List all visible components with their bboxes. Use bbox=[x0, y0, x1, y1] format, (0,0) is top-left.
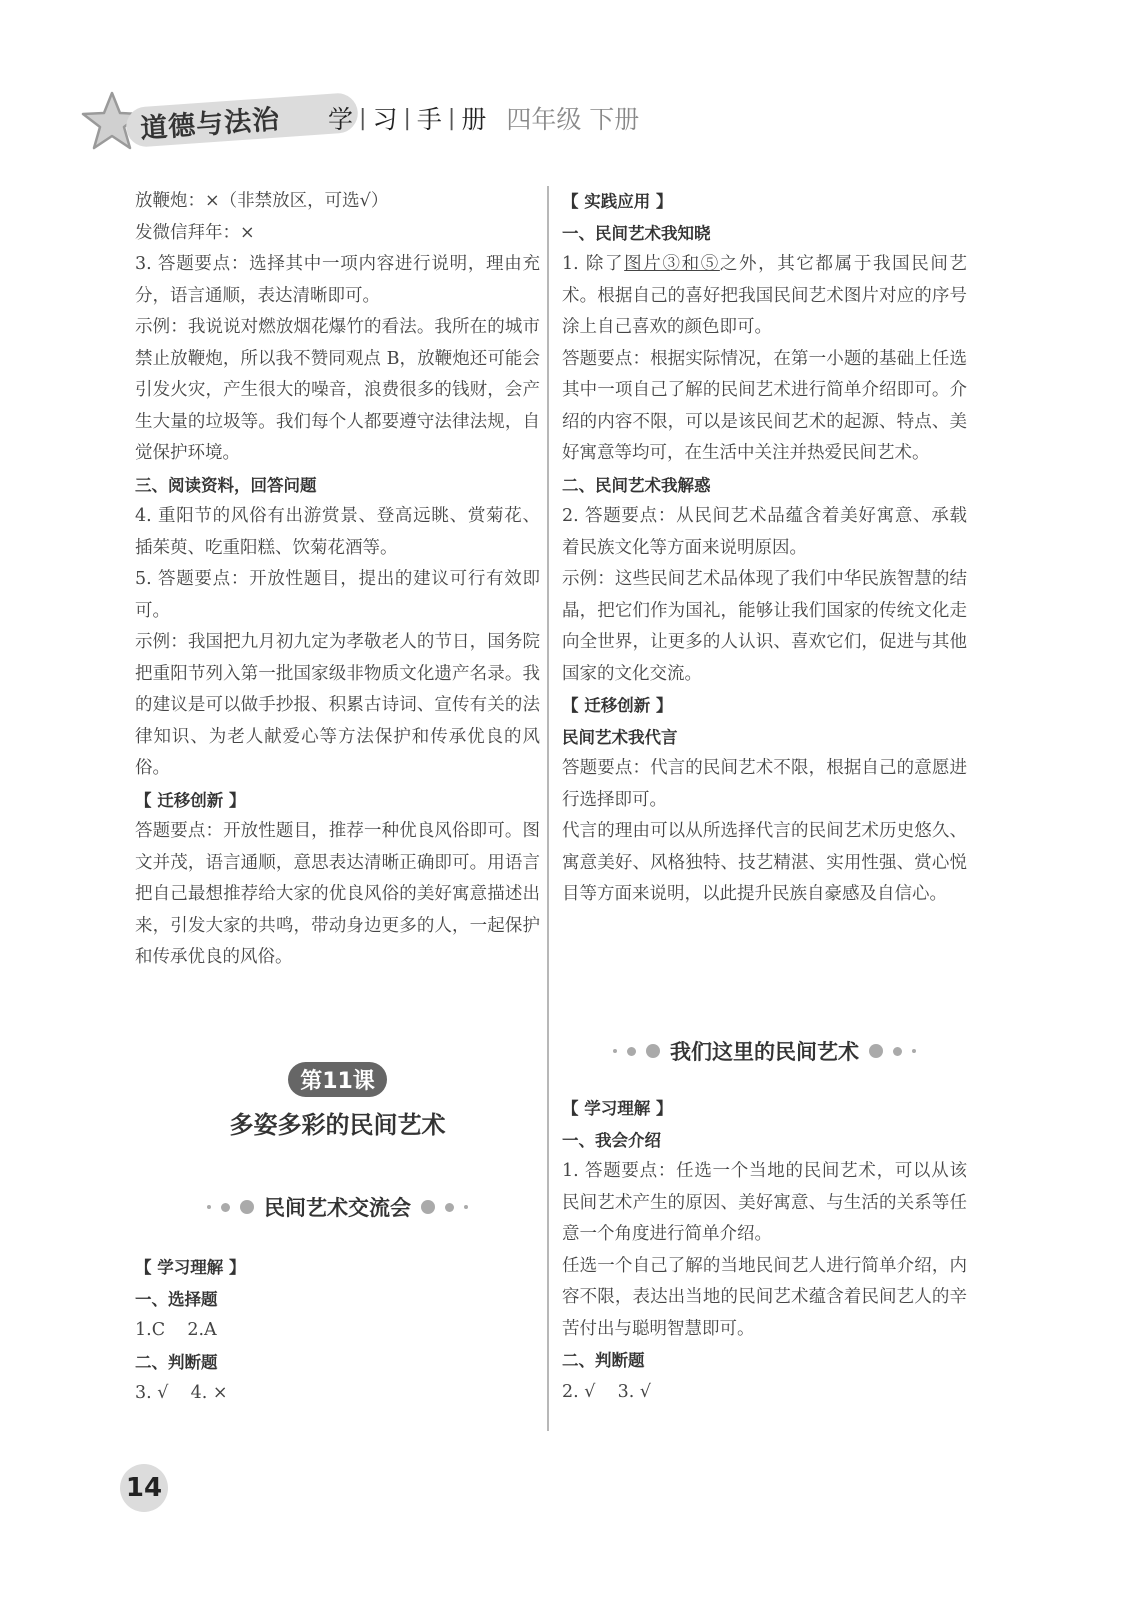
sub-heading: 二、判断题 bbox=[135, 1352, 218, 1372]
right-column bbox=[562, 186, 967, 911]
answer-line: 放鞭炮：×（非禁放区，可选√） bbox=[135, 191, 389, 211]
section-title: 我们这里的民间艺术 bbox=[670, 1040, 859, 1064]
left-column bbox=[135, 186, 540, 974]
answer-line: 发微信拜年：× bbox=[135, 222, 255, 243]
answer-line: 3. √ 4. × bbox=[135, 1383, 228, 1403]
example-paragraph: 示例：这些民间艺术品体现了我们中华民族智慧的结晶，把它们作为国礼，能够让我们国家的传统文化走向全世界，让更多的人认识、喜欢它们，促进与其他国家的文化交流。 bbox=[562, 569, 967, 684]
title-char: 习 bbox=[372, 105, 398, 134]
answer-paragraph: 答题要点：代言的民间艺术不限，根据自己的意愿进行选择即可。 bbox=[562, 758, 967, 810]
lesson-badge: 第11课 bbox=[288, 1062, 387, 1097]
sub-heading: 一、选择题 bbox=[135, 1289, 218, 1309]
right-section-content bbox=[562, 1093, 967, 1408]
title-separator: | bbox=[403, 105, 411, 131]
title-separator: | bbox=[359, 105, 367, 131]
page-number: 14 bbox=[120, 1464, 168, 1512]
section-heading: 三、阅读资料，回答问题 bbox=[135, 475, 317, 495]
answer-paragraph: 2. 答题要点：从民间艺术品蕴含着美好寓意、承载着民族文化等方面来说明原因。 bbox=[562, 506, 967, 558]
title-char: 学 bbox=[328, 105, 354, 134]
title-char: 手 bbox=[416, 105, 442, 134]
dots-decoration bbox=[207, 1200, 254, 1214]
book-title bbox=[328, 100, 639, 136]
answer-paragraph: 代言的理由可以从所选择代言的民间艺术历史悠久、寓意美好、风格独特、技艺精湛、实用性强、赏心悦目等方面来说明，以此提升民族自豪感及自信心。 bbox=[562, 821, 967, 904]
sub-heading: 二、判断题 bbox=[562, 1351, 645, 1370]
section-title-left bbox=[135, 1192, 540, 1222]
sub-heading: 二、民间艺术我解惑 bbox=[562, 475, 711, 495]
section-heading: 【 实践应用 】 bbox=[562, 192, 673, 211]
example-paragraph: 示例：我说说对燃放烟花爆竹的看法。我所在的城市禁止放鞭炮，所以我不赞同观点 B，放鞭炮还可能会引发火灾，产生很大的噪音，浪费很多的钱财，会产生大量的垃圾等。我们每个人都要遵守法律法规，自觉保护环境。 bbox=[135, 317, 540, 463]
answer-paragraph: 4. 重阳节的风俗有出游赏景、登高远眺、赏菊花、插茱萸、吃重阳糕、饮菊花酒等。 bbox=[135, 506, 540, 558]
answer-paragraph: 答题要点：根据实际情况，在第一小题的基础上任选其中一项自己了解的民间艺术进行简单介绍即可。介绍的内容不限，可以是该民间艺术的起源、特点、美好寓意等均可，在生活中关注并热爱民间艺术。 bbox=[562, 348, 967, 463]
answer-paragraph: 答题要点：开放性题目，推荐一种优良风俗即可。图文并茂，语言通顺，意思表达清晰正确即可。用语言把自己最想推荐给大家的优良风俗的美好寓意描述出来，引发大家的共鸣，带动身边更多的人，一起保护和传承优良的风俗。 bbox=[135, 821, 540, 967]
title-separator: | bbox=[447, 105, 456, 131]
lesson-title: 多姿多彩的民间艺术 bbox=[229, 1111, 446, 1139]
page-header bbox=[80, 86, 700, 156]
grade-label: 四年级 下册 bbox=[506, 105, 640, 134]
section-title-right bbox=[562, 1036, 967, 1066]
section-heading: 【 迁移创新 】 bbox=[135, 790, 246, 810]
lesson-header bbox=[135, 1062, 540, 1140]
answer-text: 1. 除了 bbox=[562, 254, 625, 274]
sub-heading: 民间艺术我代言 bbox=[562, 727, 678, 747]
section-title: 民间艺术交流会 bbox=[264, 1196, 411, 1220]
section-heading: 【 学习理解 】 bbox=[562, 1099, 673, 1118]
answer-paragraph bbox=[562, 249, 967, 344]
column-divider bbox=[547, 186, 549, 1431]
section-heading: 【 迁移创新 】 bbox=[562, 696, 673, 715]
answer-paragraph: 1. 答题要点：任选一个当地的民间艺术，可以从该民间艺术产生的原因、美好寓意、与生活的关系等任意一个角度进行简单介绍。 bbox=[562, 1161, 967, 1244]
dots-decoration bbox=[421, 1200, 468, 1214]
subject-title: 道德与法治 bbox=[139, 104, 282, 145]
answer-paragraph: 3. 答题要点：选择其中一项内容进行说明，理由充分，语言通顺，表达清晰即可。 bbox=[135, 254, 540, 306]
answer-line: 1.C 2.A bbox=[135, 1320, 217, 1340]
answer-paragraph: 任选一个自己了解的当地民间艺人进行简单介绍，内容不限，表达出当地的民间艺术蕴含着民间艺人的辛苦付出与聪明智慧即可。 bbox=[562, 1255, 967, 1339]
title-char: 册 bbox=[461, 105, 487, 134]
answer-text: 之外，其它都属于我国民间艺术。根据自己的喜好把我国民间艺术图片对应的序号涂上自己喜欢的颜色即可。 bbox=[562, 254, 967, 337]
sub-heading: 一、我会介绍 bbox=[562, 1130, 661, 1150]
left-section-content bbox=[135, 1252, 540, 1410]
underlined-text: 图片③和⑤ bbox=[624, 254, 720, 274]
example-paragraph: 示例：我国把九月初九定为孝敬老人的节日，国务院把重阳节列入第一批国家级非物质文化遗产名录。我的建议是可以做手抄报、积累古诗词、宣传有关的法律知识、为老人献爱心等方法保护和传承优良的风俗。 bbox=[135, 632, 540, 778]
sub-heading: 一、民间艺术我知晓 bbox=[562, 223, 711, 243]
dots-decoration bbox=[869, 1044, 916, 1058]
answer-paragraph: 5. 答题要点：开放性题目，提出的建议可行有效即可。 bbox=[135, 569, 540, 621]
answer-line: 2. √ 3. √ bbox=[562, 1381, 652, 1402]
section-heading: 【 学习理解 】 bbox=[135, 1258, 246, 1277]
dots-decoration bbox=[613, 1044, 660, 1058]
